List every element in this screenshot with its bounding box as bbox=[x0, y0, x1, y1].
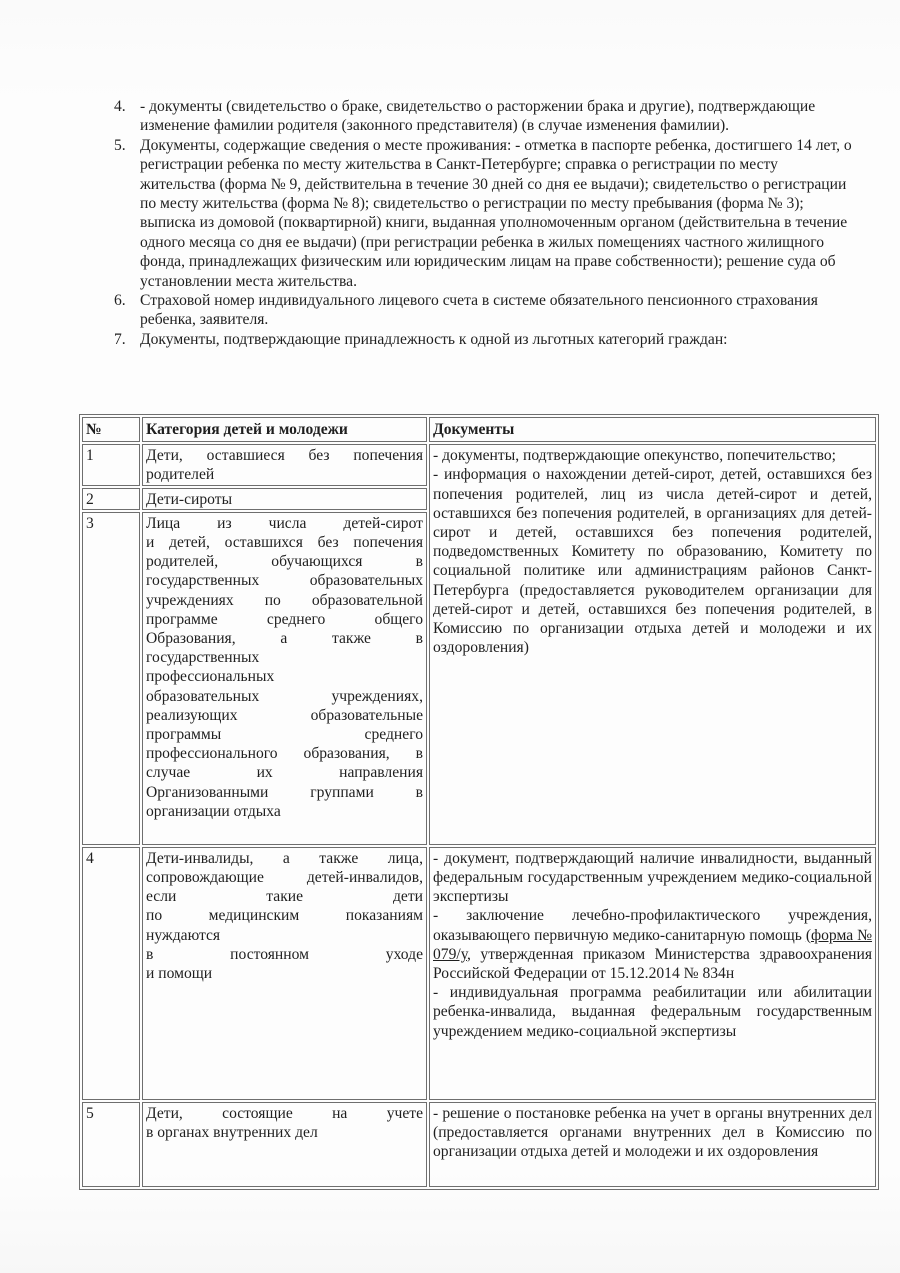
row-documents bbox=[429, 444, 876, 845]
table-row bbox=[82, 1102, 876, 1187]
row-category: Дети, оставшиеся без попечения родителей bbox=[142, 444, 427, 485]
list-item-text: Документы, подтверждающие принадлежность к одной из льготных категорий граждан: bbox=[140, 330, 728, 348]
category-line: учреждениях по образовательной bbox=[146, 591, 423, 609]
document-text: , утвержденная приказом Министерства здравоохранения Российской Федерации от 15.12.2014 № 834н bbox=[433, 945, 872, 983]
category-line: сопровождающие детей-инвалидов, bbox=[146, 869, 423, 887]
row-category bbox=[142, 512, 427, 845]
document-item: - документ, подтверждающий наличие инвалидности, выданный федеральным государственным учреждением медико-социальной экспертизы bbox=[433, 849, 872, 906]
category-line: в постоянном уходе bbox=[146, 945, 423, 963]
row-number: 2 bbox=[82, 488, 140, 510]
category-line: программе среднего общего bbox=[146, 610, 423, 628]
header-documents: Документы bbox=[429, 417, 876, 442]
category-line: реализующих образовательные bbox=[146, 706, 423, 724]
benefit-categories-table bbox=[79, 414, 879, 1190]
header-number: № bbox=[82, 417, 140, 442]
document-item: - документы, подтверждающие опекунство, попечительство; bbox=[433, 447, 836, 465]
category-line: по медицинским показаниям bbox=[146, 907, 423, 925]
category-line: и помощи bbox=[146, 965, 213, 983]
category-line: Организованными группами в bbox=[146, 783, 423, 801]
category-line: образовательных учреждениях, bbox=[146, 687, 423, 705]
category-line: Дети-инвалиды, а также лица, bbox=[146, 849, 423, 867]
category-line: и детей, оставшихся без попечения bbox=[146, 534, 423, 552]
list-item-text: Документы, содержащие сведения о месте проживания: - отметка в паспорте ребенка, достигшего 14 лет, о регистрации ребенка по месту жительства в Санкт-Петербурге; справка о регистрации по месту жительства (форма № 9, действительна в течение 30 дней со дня ее выдачи); свидетельство о регистрации по месту жительства (форма № 8); свидетельство о регистрации по месту пребывания (форма № 3); выписка из домовой (поквартирной) книги, выданная уполномоченным органом (действительна в течение одного месяца со дня ее выдачи) (при регистрации ребенка в жилых помещениях частного жилищного фонда, принадлежащих физическим или юридическим лицам на праве собственности); решение суда об установлении места жительства. bbox=[140, 136, 852, 290]
table-row bbox=[82, 444, 876, 485]
list-number: 7. bbox=[114, 330, 126, 348]
list-number: 5. bbox=[114, 136, 126, 154]
row-category bbox=[142, 847, 427, 1100]
list-item-6 bbox=[112, 291, 852, 330]
document-item: - индивидуальная программа реабилитации или абилитации ребенка-инвалида, выданная федеральным государственным учреждением медико-социальной экспертизы bbox=[433, 984, 872, 1040]
category-line: случае их направления bbox=[146, 764, 423, 782]
category-line: Образования, а также в bbox=[146, 630, 423, 648]
row-category: Дети-сироты bbox=[142, 488, 427, 510]
category-line: в органах внутренних дел bbox=[146, 1124, 318, 1142]
list-item-7 bbox=[112, 330, 852, 349]
document-item: - информация о нахождении детей-сирот, детей, оставшихся без попечения родителей, лиц из числа детей-сирот и детей, оставшихся без попечения родителей, в организациях для детей-сирот и детей, оставшихся без попечения родителей, подведомственных Комитету по образованию, Комитету по социальной политике или администрациям районов Санкт-Петербурга (предоставляется руководителем организации для детей-сирот и детей, оставшихся без попечения родителей, в Комиссию по организации отдыха детей и молодежи и их оздоровления) bbox=[433, 466, 872, 657]
category-line: организации отдыха bbox=[146, 802, 281, 820]
row-category bbox=[142, 1102, 427, 1187]
form-079-link[interactable]: (форма № 079/у bbox=[433, 926, 872, 963]
list-number: 6. bbox=[114, 292, 126, 310]
list-item-text: Страховой номер индивидуального лицевого счета в системе обязательного пенсионного страхования ребенка, заявителя. bbox=[140, 292, 818, 329]
category-line: Дети, состоящие на учете bbox=[146, 1104, 423, 1122]
header-category: Категория детей и молодежи bbox=[142, 417, 427, 442]
row-number: 3 bbox=[82, 512, 140, 845]
category-line: родителей, обучающихся в bbox=[146, 553, 423, 571]
category-line: профессиональных bbox=[146, 668, 275, 686]
category-line: если такие дети bbox=[146, 888, 423, 906]
list-item-text: - документы (свидетельство о браке, свидетельство о расторжении брака и другие), подтверждающие изменение фамилии родителя (законного представителя) (в случае изменения фамилии). bbox=[140, 98, 816, 135]
row-documents bbox=[429, 847, 876, 1100]
table-header-row bbox=[82, 417, 876, 442]
table-row bbox=[82, 847, 876, 1100]
list-item-4 bbox=[112, 97, 852, 136]
row-number: 5 bbox=[82, 1102, 140, 1187]
requirements-list bbox=[112, 97, 852, 349]
row-documents: - решение о постановке ребенка на учет в органы внутренних дел (предоставляется органами внутренних дел в Комиссию по организации отдыха детей и молодежи и их оздоровления bbox=[429, 1102, 876, 1187]
document-item bbox=[433, 906, 872, 983]
row-number: 1 bbox=[82, 444, 140, 485]
category-line: государственных bbox=[146, 649, 260, 667]
category-line: программы среднего bbox=[146, 726, 423, 744]
document-text: - заключение лечебно-профилактического учреждения, оказывающего первичную медико-санитарную помощь bbox=[433, 907, 872, 944]
row-number: 4 bbox=[82, 847, 140, 1100]
category-line: государственных образовательных bbox=[146, 572, 423, 590]
category-line: нуждаются bbox=[146, 926, 221, 944]
category-line: Лица из числа детей-сирот bbox=[146, 514, 423, 532]
list-number: 4. bbox=[114, 98, 126, 115]
category-line: профессионального образования, в bbox=[146, 745, 423, 763]
list-item-5 bbox=[112, 136, 852, 291]
